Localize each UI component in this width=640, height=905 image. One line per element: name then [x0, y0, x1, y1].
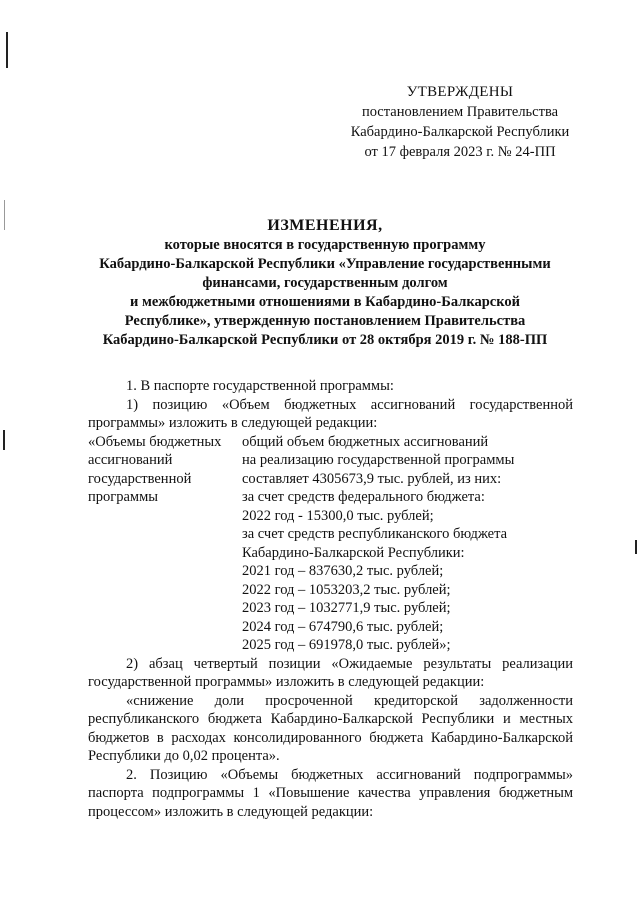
scan-edge-mark — [4, 200, 5, 230]
passport-value-line: на реализацию государственной программы — [242, 452, 515, 468]
document-title — [60, 216, 590, 350]
paragraph: 2. Позицию «Объемы бюджетных ассигнований подпрограммы» паспорта подпрограммы 1 «Повышение качества управления бюджетным процессом» изложить в следующей редакции: — [88, 766, 573, 820]
paragraph: 2) абзац четвертый позиции «Ожидаемые результаты реализации государственной программы» изложить в следующей редакции: — [88, 655, 573, 690]
paragraph: 1. В паспорте государственной программы: — [126, 378, 394, 394]
passport-value-line: 2024 год – 674790,6 тыс. рублей; — [242, 618, 444, 635]
approval-line: от 17 февраля 2023 г. № 24-ПП — [364, 144, 556, 160]
passport-label — [88, 433, 242, 655]
passport-value-line: за счет средств республиканского бюджета — [242, 526, 508, 542]
scan-edge-mark — [6, 32, 8, 68]
approval-heading: УТВЕРЖДЕНЫ — [406, 84, 514, 100]
passport-label-line: государственной — [88, 470, 192, 487]
scan-edge-mark — [3, 430, 5, 450]
passport-value-line: 2022 год - 15300,0 тыс. рублей; — [242, 507, 434, 524]
passport-value-line: за счет средств федерального бюджета: — [242, 489, 485, 505]
passport-value-line: общий объем бюджетных ассигнований — [242, 433, 489, 450]
title-line: и межбюджетными отношениями в Кабардино-Балкарской — [129, 294, 520, 310]
approval-line: Кабардино-Балкарской Республики — [350, 124, 570, 140]
paragraph: 1) позицию «Объем бюджетных ассигнований государственной программы» изложить в следующей редакции: — [88, 396, 573, 431]
title-line: которые вносятся в государственную программу — [164, 237, 486, 253]
passport-label-line: ассигнований — [88, 452, 173, 468]
passport-value-line: 2022 год – 1053203,2 тыс. рублей; — [242, 581, 451, 598]
title-line: Республике», утвержденную постановлением Правительства — [124, 313, 526, 329]
document-body — [88, 377, 573, 821]
passport-value-line: составляет 4305673,9 тыс. рублей, из них: — [242, 470, 502, 487]
passport-value-line: 2025 год – 691978,0 тыс. рублей»; — [242, 637, 451, 653]
passport-value-line: Кабардино-Балкарской Республики: — [242, 544, 465, 561]
scan-edge-mark — [635, 540, 637, 554]
title-line: финансами, государственным долгом — [202, 275, 448, 291]
title-line: Кабардино-Балкарской Республики «Управление государственными — [99, 256, 551, 272]
title-main: ИЗМЕНЕНИЯ, — [267, 217, 383, 234]
passport-label-line: программы — [88, 489, 158, 505]
approval-stamp — [330, 82, 590, 162]
passport-value — [242, 433, 573, 655]
title-line: Кабардино-Балкарской Республики от 28 октября 2019 г. № 188-ПП — [102, 332, 548, 348]
passport-position — [88, 433, 573, 655]
passport-label-line: «Объемы бюджетных — [88, 433, 222, 450]
approval-line: постановлением Правительства — [361, 104, 559, 120]
passport-value-line: 2023 год – 1032771,9 тыс. рублей; — [242, 600, 451, 616]
paragraph: «снижение доли просроченной кредиторской задолженности республиканского бюджета Кабардино-Балкарской Республики и местных бюджетов в расходах консолидированного бюджета Кабардино-Балкарской Республики до 0,02 процента». — [88, 692, 573, 764]
passport-value-line: 2021 год – 837630,2 тыс. рублей; — [242, 563, 444, 579]
